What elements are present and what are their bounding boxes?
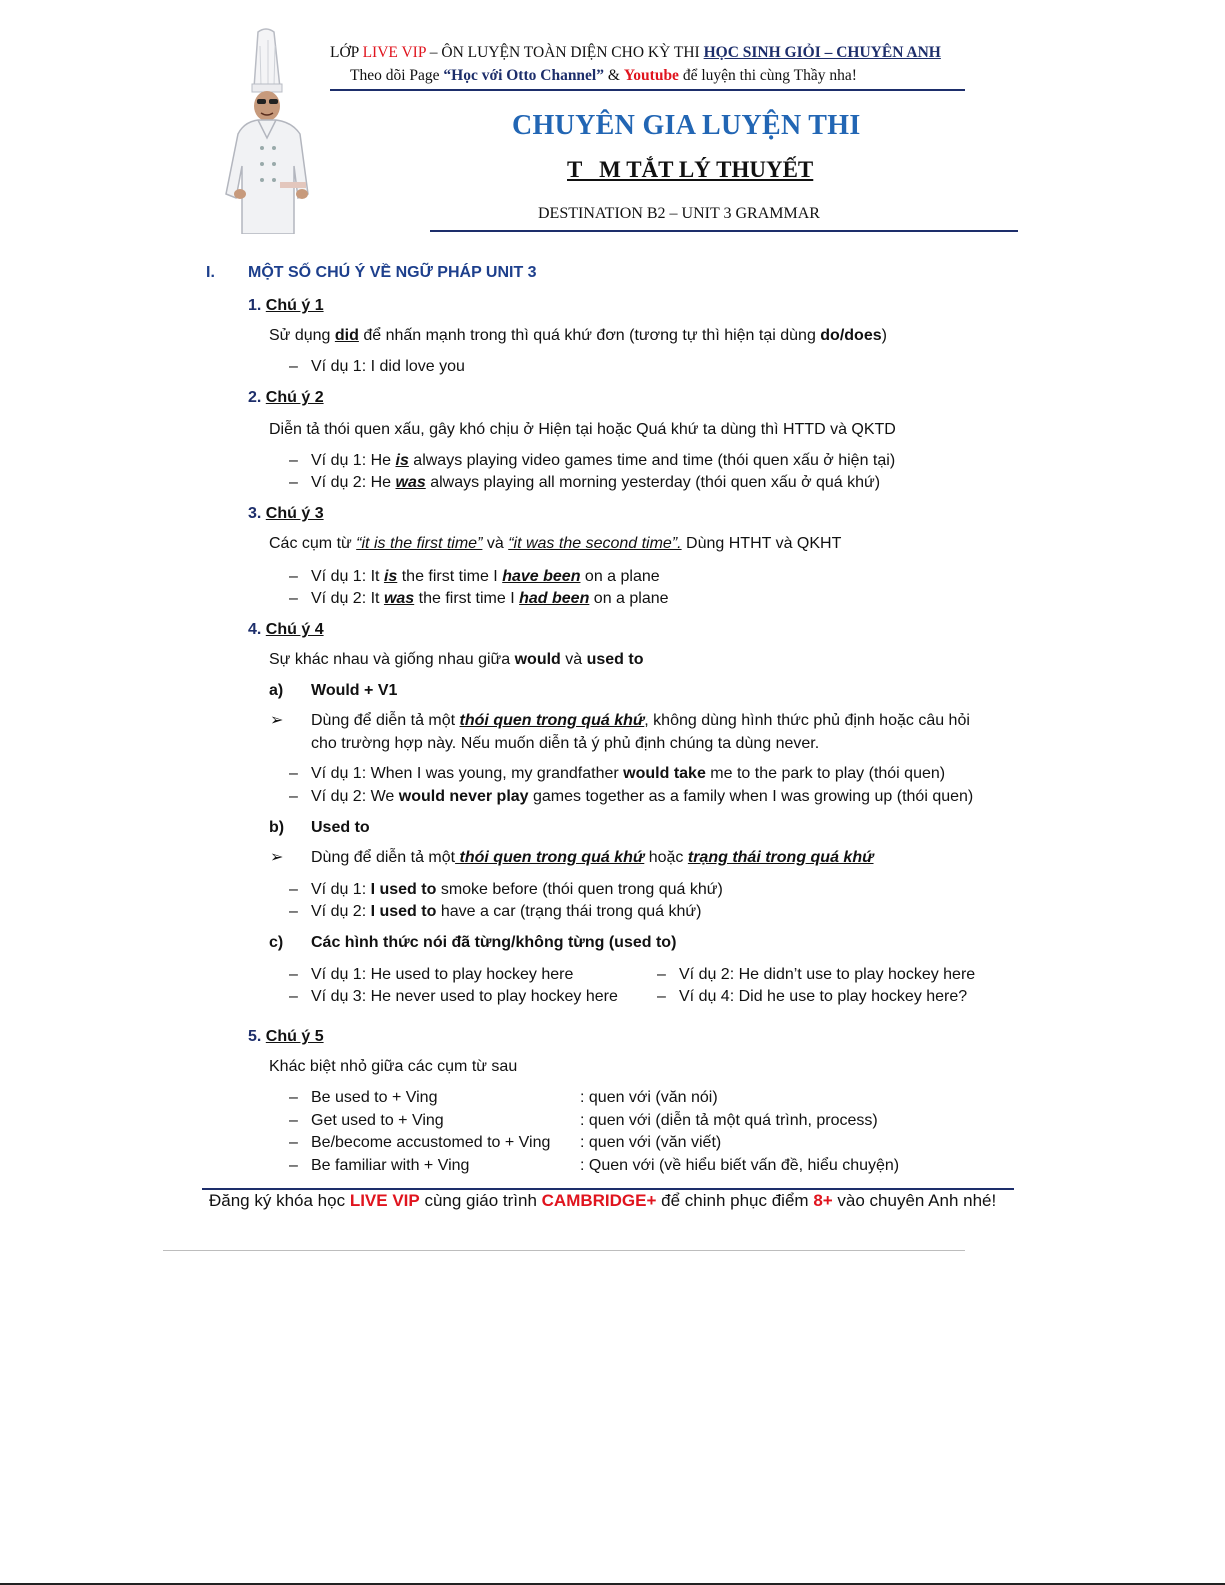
dash-bullet: – xyxy=(657,966,666,983)
note-3-desc-c: và xyxy=(482,535,509,552)
note-5-heading xyxy=(248,1026,324,1048)
note-4a-ex1-would-take: would take xyxy=(623,765,706,782)
footer-score: 8+ xyxy=(813,1191,833,1210)
note-1-example-1 xyxy=(289,356,465,378)
note-4a-ex1-a: Ví dụ 1: When I was young, my grandfather xyxy=(311,765,624,782)
dash-bullet: – xyxy=(289,988,298,1005)
note-4b-arrow: ➢ xyxy=(270,849,284,866)
note-2-ex1-is: is xyxy=(395,452,409,469)
note-1-desc-did: did xyxy=(334,327,359,344)
note-4c-ex1-text: Ví dụ 1: He used to play hockey here xyxy=(311,966,574,983)
dash-bullet: – xyxy=(289,1112,298,1129)
note-3-example-1 xyxy=(289,566,660,588)
note-4b-title: Used to xyxy=(311,819,370,836)
chef-figure-icon xyxy=(214,26,326,234)
note-4a-example-1 xyxy=(289,763,945,785)
footer-text-e: để chinh phục điểm xyxy=(656,1191,814,1210)
header-line-2 xyxy=(350,67,857,85)
note-3-ex1-have-been: have been xyxy=(502,568,581,585)
note-2-ex2-was: was xyxy=(395,474,426,491)
page-title: CHUYÊN GIA LUYỆN THI xyxy=(512,110,861,141)
note-3-ex2-had-been: had been xyxy=(519,590,590,607)
note-1-title: Chú ý 1 xyxy=(265,297,324,314)
note-5-meaning: : quen với (văn viết) xyxy=(580,1134,722,1151)
note-2-heading xyxy=(248,387,324,409)
header-youtube[interactable]: Youtube xyxy=(623,67,679,84)
header-live-vip: LIVE VIP xyxy=(362,44,426,61)
note-2-ex2-a: Ví dụ 2: He xyxy=(311,474,396,491)
note-4c-ex2-text: Ví dụ 2: He didn’t use to play hockey here xyxy=(679,966,976,983)
header-page-name[interactable]: “Học với Otto Channel” xyxy=(443,67,604,84)
dash-bullet: – xyxy=(289,474,298,491)
note-3-desc-second-time: “it was the second time”. xyxy=(508,535,682,552)
note-2-ex1-c: always playing video games time and time (thói quen xấu ở hiện tại) xyxy=(408,452,896,469)
note-3-example-2 xyxy=(289,588,669,610)
note-4a-para-1 xyxy=(311,710,970,732)
note-4a-habit: thói quen trong quá khứ xyxy=(459,712,645,729)
note-5-desc: Khác biệt nhỏ giữa các cụm từ sau xyxy=(269,1058,518,1075)
note-4b-ex2-used-to: I used to xyxy=(370,903,437,920)
note-3-title: Chú ý 3 xyxy=(265,505,324,522)
unit-label: DESTINATION B2 – UNIT 3 GRAMMAR xyxy=(538,205,820,222)
note-4-desc-used-to: used to xyxy=(586,651,644,668)
note-5-term: Get used to + Ving xyxy=(311,1112,444,1129)
note-4a-arrow: ➢ xyxy=(270,712,284,729)
note-4b-ex1-used-to: I used to xyxy=(370,881,437,898)
header-line-2-text-e: để luyện thi cùng Thầy nha! xyxy=(678,67,857,84)
note-4-desc-a: Sự khác nhau và giống nhau giữa xyxy=(269,651,515,668)
note-2-number: 2. xyxy=(248,389,262,406)
note-3-desc xyxy=(269,533,841,555)
note-1-desc-e: ) xyxy=(881,327,887,344)
note-1-heading xyxy=(248,295,324,317)
footer-promo xyxy=(209,1190,996,1212)
note-3-ex2-a: Ví dụ 2: It xyxy=(311,590,384,607)
header-line-2-text-c: & xyxy=(604,67,624,84)
header-line-1 xyxy=(330,44,941,62)
note-3-ex2-was: was xyxy=(383,590,415,607)
note-5-term: Be/become accustomed to + Ving xyxy=(311,1134,551,1151)
note-4a-ex2-would-never-play: would never play xyxy=(398,788,529,805)
dash-bullet: – xyxy=(289,1089,298,1106)
dash-bullet: – xyxy=(289,452,298,469)
note-4b-para xyxy=(311,847,874,869)
note-3-ex2-c: the first time I xyxy=(414,590,520,607)
note-5-meaning: : Quen với (về hiểu biết vấn đề, hiểu chuyện) xyxy=(580,1157,900,1174)
header-line-1-text-c: – ÔN LUYỆN TOÀN DIỆN CHO KỲ THI xyxy=(425,44,704,61)
dash-bullet: – xyxy=(289,765,298,782)
dash-bullet: – xyxy=(289,788,298,805)
note-4b-ex2-c: have a car (trạng thái trong quá khứ) xyxy=(436,903,702,920)
note-3-number: 3. xyxy=(248,505,262,522)
note-4c-example-3 xyxy=(289,986,618,1008)
note-4-desc-would: would xyxy=(514,651,561,668)
note-3-heading xyxy=(248,503,324,525)
note-1-number: 1. xyxy=(248,297,262,314)
note-4c-label: c) xyxy=(269,934,284,951)
note-5-title: Chú ý 5 xyxy=(265,1028,324,1045)
footer-text-a: Đăng ký khóa học xyxy=(209,1191,350,1210)
note-4a-ex2-a: Ví dụ 2: We xyxy=(311,788,399,805)
note-4b-ex1-c: smoke before (thói quen trong quá khứ) xyxy=(436,881,723,898)
note-4c-ex3-text: Ví dụ 3: He never used to play hockey here xyxy=(311,988,618,1005)
note-5-number: 5. xyxy=(248,1028,262,1045)
note-4c-example-4 xyxy=(657,986,967,1008)
footer-cambridge[interactable]: CAMBRIDGE+ xyxy=(541,1191,657,1210)
note-5-meaning: : quen với (văn nói) xyxy=(580,1089,718,1106)
note-4a-label: a) xyxy=(269,682,284,699)
note-4b-ex1-a: Ví dụ 1: xyxy=(311,881,371,898)
note-4b-ex2-a: Ví dụ 2: xyxy=(311,903,371,920)
dash-bullet: – xyxy=(289,1134,298,1151)
note-4a-example-2 xyxy=(289,786,973,808)
note-4a-p3: , không dùng hình thức phủ định hoặc câu hỏi xyxy=(644,712,970,729)
note-4a-title: Would + V1 xyxy=(311,682,398,699)
note-4c-title: Các hình thức nói đã từng/không từng (used to) xyxy=(311,934,677,951)
note-3-ex1-is: is xyxy=(383,568,398,585)
note-4c-example-1 xyxy=(289,964,573,986)
note-3-desc-first-time: “it is the first time” xyxy=(356,535,483,552)
note-5-row xyxy=(289,1155,469,1177)
note-5-meaning: : quen với (diễn tả một quá trình, process) xyxy=(580,1112,878,1129)
footer-text-c: cùng giáo trình xyxy=(419,1191,542,1210)
note-2-ex1-a: Ví dụ 1: He xyxy=(311,452,396,469)
note-5-row xyxy=(289,1110,444,1132)
note-1-desc-dodoes: do/does xyxy=(820,327,882,344)
note-4b-p3: hoặc xyxy=(644,849,688,866)
dash-bullet: – xyxy=(289,881,298,898)
note-2-title: Chú ý 2 xyxy=(265,389,324,406)
note-5-row xyxy=(289,1132,550,1154)
dash-bullet: – xyxy=(289,903,298,920)
note-4b-p1: Dùng để diễn tả một xyxy=(311,849,456,866)
note-4-desc-c: và xyxy=(560,651,587,668)
note-3-desc-e: Dùng HTHT và QKHT xyxy=(681,535,842,552)
header-divider-bottom xyxy=(430,230,1018,232)
note-4a-ex2-c: games together as a family when I was growing up (thói quen) xyxy=(528,788,974,805)
note-4-desc xyxy=(269,649,644,671)
note-3-ex2-e: on a plane xyxy=(589,590,669,607)
note-4-title: Chú ý 4 xyxy=(265,621,324,638)
section-title: MỘT SỐ CHÚ Ý VỀ NGỮ PHÁP UNIT 3 xyxy=(248,264,537,281)
note-4b-state: trạng thái trong quá khứ xyxy=(687,849,874,866)
chef-illustration xyxy=(214,26,326,234)
note-4b-example-1 xyxy=(289,879,723,901)
header-line-1-text-a: LỚP xyxy=(330,44,363,61)
note-4a-p1: Dùng để diễn tả một xyxy=(311,712,460,729)
note-3-ex1-e: on a plane xyxy=(580,568,660,585)
note-5-term: Be familiar with + Ving xyxy=(311,1157,470,1174)
note-3-ex1-c: the first time I xyxy=(397,568,503,585)
footer-live-vip[interactable]: LIVE VIP xyxy=(349,1191,420,1210)
header-line-2-text-a: Theo dõi Page xyxy=(350,67,444,84)
note-5-term: Be used to + Ving xyxy=(311,1089,438,1106)
note-4c-ex4-text: Ví dụ 4: Did he use to play hockey here? xyxy=(679,988,968,1005)
dash-bullet: – xyxy=(289,568,298,585)
page-subtitle: T M TẮT LÝ THUYẾT xyxy=(567,157,814,182)
note-1-desc xyxy=(269,325,887,347)
dash-bullet: – xyxy=(289,1157,298,1174)
dash-bullet: – xyxy=(657,988,666,1005)
note-4a-para-2: cho trường hợp này. Nếu muốn diễn tả ý phủ định chúng ta dùng never. xyxy=(311,735,820,752)
note-1-example-1-text: Ví dụ 1: I did love you xyxy=(311,358,465,375)
note-4c-example-2 xyxy=(657,964,975,986)
note-5-row xyxy=(289,1087,437,1109)
note-2-example-1 xyxy=(289,450,895,472)
dash-bullet: – xyxy=(289,590,298,607)
note-4-heading xyxy=(248,619,324,641)
note-2-desc: Diễn tả thói quen xấu, gây khó chịu ở Hiện tại hoặc Quá khứ ta dùng thì HTTD và QKTD xyxy=(269,421,896,438)
header-hsg-link[interactable]: HỌC SINH GIỎI – CHUYÊN ANH xyxy=(703,44,941,61)
page-separator xyxy=(163,1250,965,1251)
note-4-number: 4. xyxy=(248,621,262,638)
dash-bullet: – xyxy=(289,358,298,375)
note-3-desc-a: Các cụm từ xyxy=(269,535,357,552)
note-4b-example-2 xyxy=(289,901,701,923)
footer-text-g: vào chuyên Anh nhé! xyxy=(832,1191,997,1210)
note-4b-label: b) xyxy=(269,819,285,836)
note-1-desc-a: Sử dụng xyxy=(269,327,335,344)
note-3-ex1-a: Ví dụ 1: It xyxy=(311,568,384,585)
note-2-example-2 xyxy=(289,472,880,494)
note-4b-habit: thói quen trong quá khứ xyxy=(455,849,645,866)
note-2-ex2-c: always playing all morning yesterday (thói quen xấu ở quá khứ) xyxy=(425,474,881,491)
section-number: I. xyxy=(206,264,215,281)
note-4a-ex1-c: me to the park to play (thói quen) xyxy=(705,765,946,782)
dash-bullet: – xyxy=(289,966,298,983)
note-1-desc-c: để nhấn mạnh trong thì quá khứ đơn (tương tự thì hiện tại dùng xyxy=(358,327,821,344)
header-divider-top xyxy=(330,89,965,91)
